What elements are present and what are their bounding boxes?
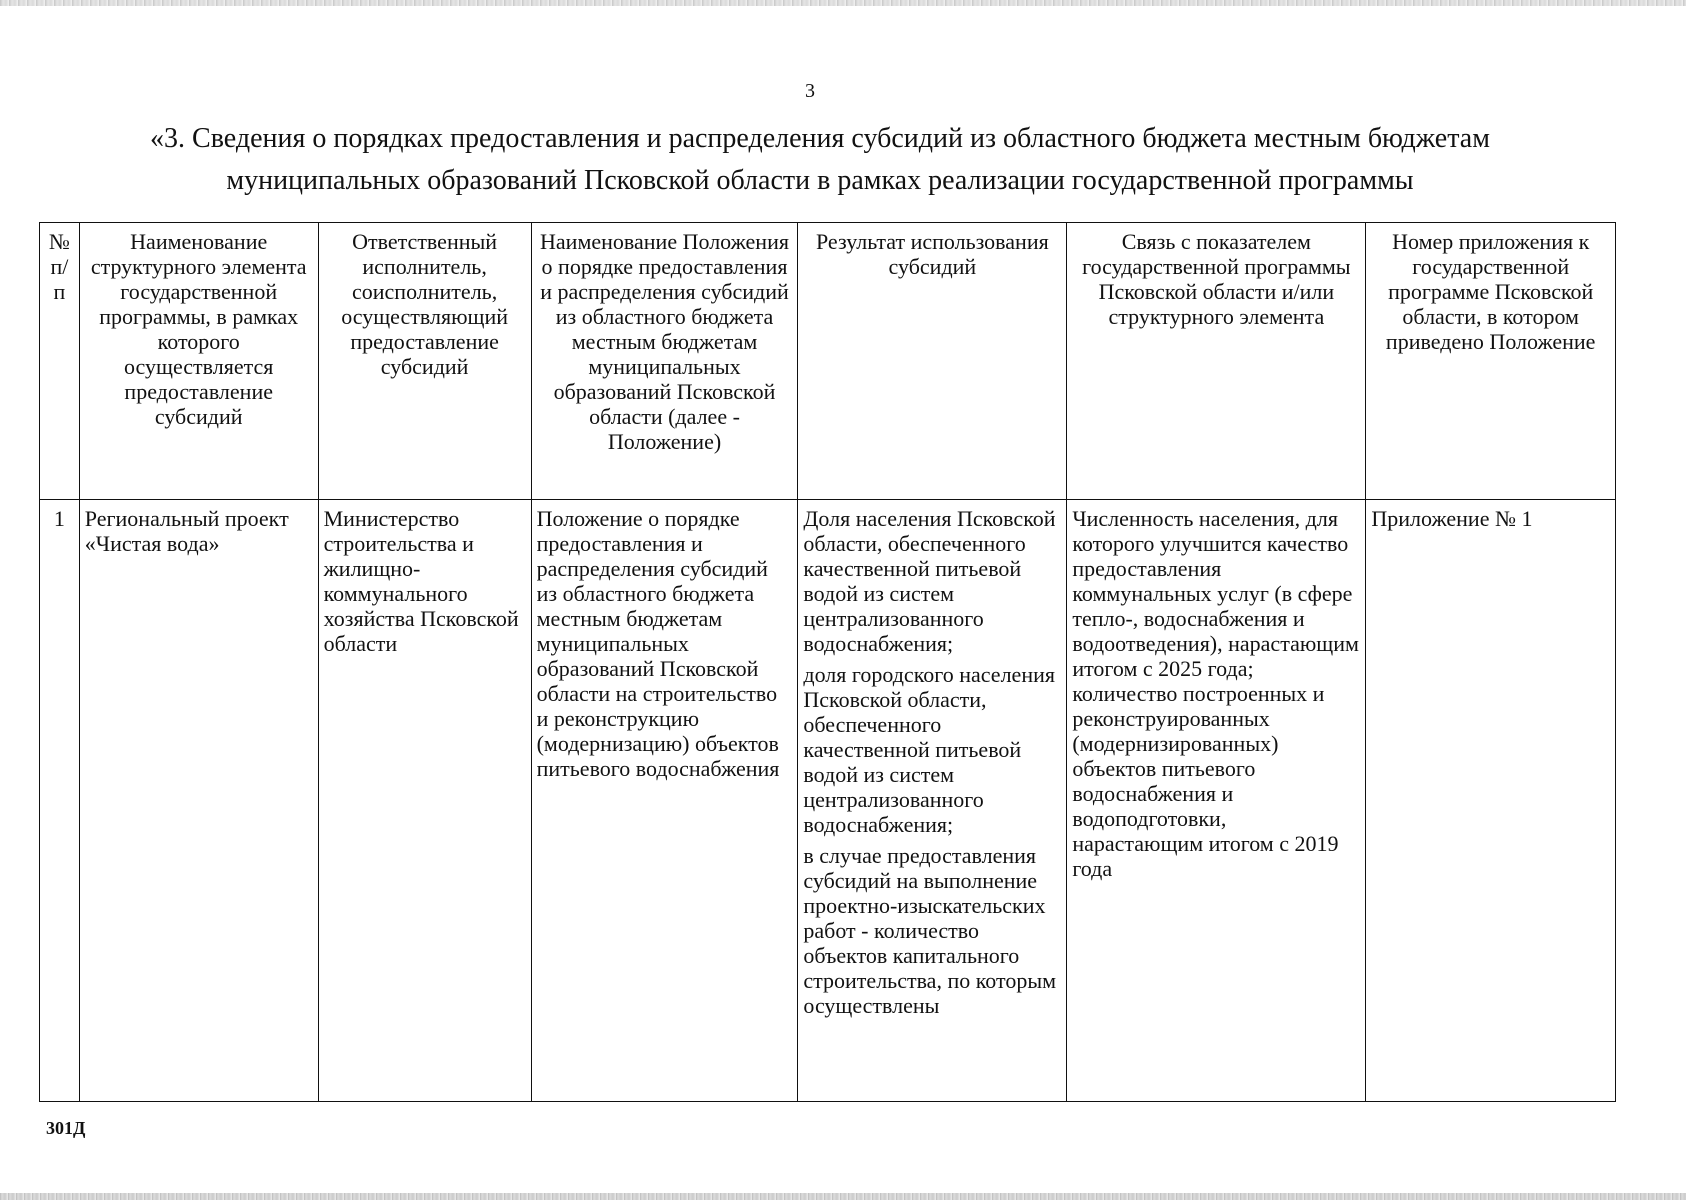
scan-edge-bottom [0, 1193, 1686, 1200]
header-indicator: Связь с показателем государственной программы Псковской области и/или структурного элемента [1067, 223, 1366, 500]
page-number: 3 [805, 80, 815, 102]
table-row [40, 500, 1616, 1102]
cell-result [798, 500, 1067, 1102]
result-paragraph: Доля населения Псковской области, обеспеченного качественной питьевой водой из систем централизованного водоснабжения; [803, 506, 1056, 656]
table-header-row [40, 223, 1616, 500]
result-paragraph: доля городского населения Псковской области, обеспеченного качественной питьевой водой из систем централизованного водоснабжения; [803, 662, 1055, 837]
result-paragraph: в случае предоставления субсидий на выполнение проектно-изыскательских работ - количество объектов капитального строительства, по которым осуществлены [803, 843, 1057, 1018]
document-title: «3. Сведения о порядках предоставления и распределения субсидий из областного бюджета местным бюджетам муниципальных образований Псковской области в рамках реализации государственной программы [150, 123, 1490, 196]
footer-code: 301Д [46, 1118, 86, 1138]
header-number: № п/п [40, 223, 80, 500]
header-appendix: Номер приложения к государственной программе Псковской области, в котором приведено Положение [1366, 223, 1616, 500]
header-regulation: Наименование Положения о порядке предоставления и распределения субсидий из областного бюджета местным бюджетам муниципальных образований Псковской области (далее - Положение) [531, 223, 798, 500]
subsidies-table [39, 222, 1616, 1102]
header-structural-element: Наименование структурного элемента государственной программы, в рамках которого осуществляется предоставление субсидий [79, 223, 318, 500]
cell-regulation: Положение о порядке предоставления и распределения субсидий из областного бюджета местным бюджетам муниципальных образований Псковской области на строительство и реконструкцию (модернизацию) объектов питьевого водоснабжения [531, 500, 798, 1102]
cell-indicator: Численность населения, для которого улучшится качество предоставления коммунальных услуг (в сфере тепло-, водоснабжения и водоотведения), нарастающим итогом с 2025 года; количество построенных и реконструированных (модернизированных) объектов питьевого водоснабжения и водоподготовки, нарастающим итогом с 2019 года [1067, 500, 1366, 1102]
header-executor: Ответственный исполнитель, соисполнитель, осуществляющий предоставление субсидий [318, 223, 531, 500]
cell-number: 1 [40, 500, 80, 1102]
cell-executor: Министерство строительства и жилищно-коммунального хозяйства Псковской области [318, 500, 531, 1102]
cell-structural-element: Региональный проект «Чистая вода» [79, 500, 318, 1102]
header-result: Результат использования субсидий [798, 223, 1067, 500]
scan-edge-top [0, 0, 1686, 6]
cell-appendix: Приложение № 1 [1366, 500, 1616, 1102]
